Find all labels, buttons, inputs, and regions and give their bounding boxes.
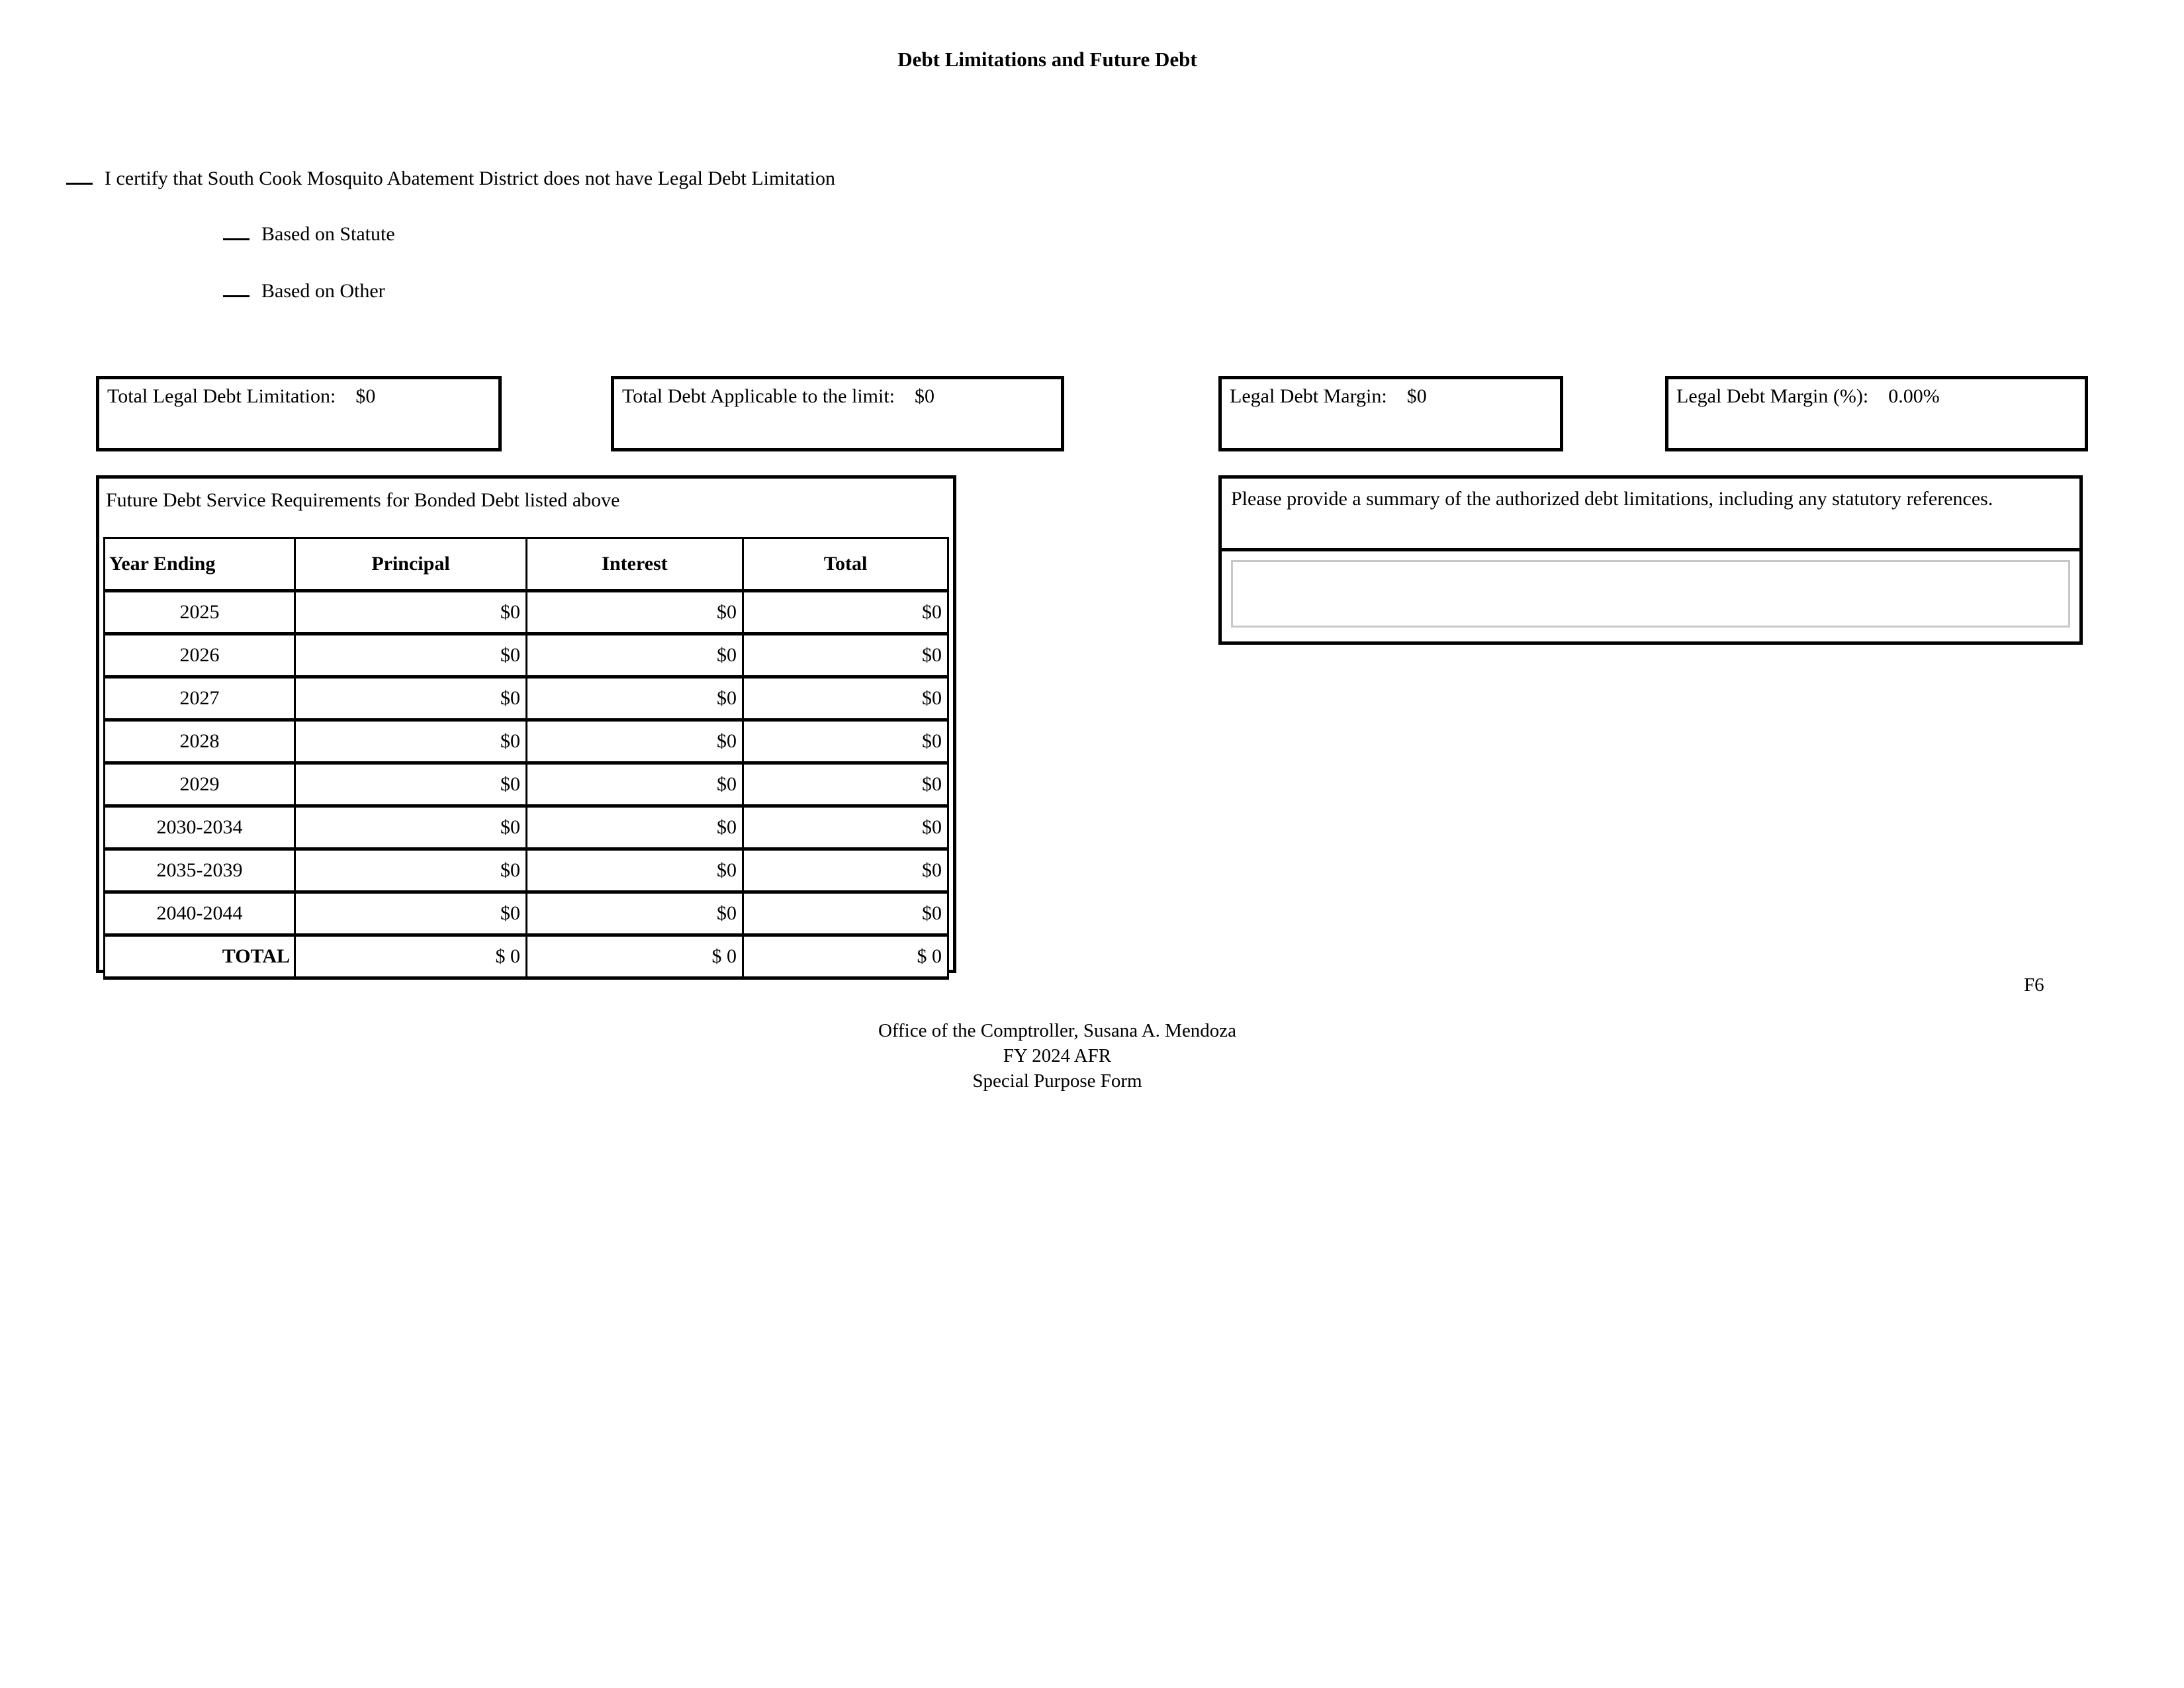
year-cell: 2030-2034 xyxy=(105,806,295,849)
total-cell: $0 xyxy=(743,677,948,720)
year-cell: 2035-2039 xyxy=(105,849,295,892)
interest-cell: $0 xyxy=(527,806,743,849)
legal-debt-margin-value: $0 xyxy=(1406,385,1427,407)
table-header-row xyxy=(105,538,948,591)
legal-debt-margin-pct-value: 0.00% xyxy=(1888,385,1940,407)
page-title: Debt Limitations and Future Debt xyxy=(897,48,1197,71)
other-checkbox-blank[interactable] xyxy=(223,275,250,297)
principal-cell: $0 xyxy=(295,763,527,806)
year-cell: 2040-2044 xyxy=(105,892,295,935)
principal-cell: $0 xyxy=(295,849,527,892)
footer-office-line: Office of the Comptroller, Susana A. Mendoza xyxy=(878,1020,1237,1041)
legal-debt-margin-pct-label: Legal Debt Margin (%): xyxy=(1676,385,1869,407)
footer-fy-line: FY 2024 AFR xyxy=(1003,1045,1112,1066)
principal-cell: $0 xyxy=(295,806,527,849)
certify-statement-row xyxy=(66,163,835,190)
principal-header: Principal xyxy=(295,538,527,591)
total-total-cell: $ 0 xyxy=(743,935,948,978)
interest-header: Interest xyxy=(527,538,743,591)
total-cell: $0 xyxy=(743,892,948,935)
total-row-label: TOTAL xyxy=(105,935,295,978)
debt-summary-textarea[interactable] xyxy=(1231,560,2070,628)
based-on-statute-row xyxy=(223,218,395,246)
total-legal-debt-limitation-value: $0 xyxy=(355,385,376,407)
interest-cell: $0 xyxy=(527,763,743,806)
total-interest-cell: $ 0 xyxy=(527,935,743,978)
total-debt-applicable-label: Total Debt Applicable to the limit: xyxy=(622,385,895,407)
certify-checkbox-blank[interactable] xyxy=(66,163,93,185)
interest-cell: $0 xyxy=(527,849,743,892)
total-cell: $0 xyxy=(743,720,948,763)
interest-cell: $0 xyxy=(527,720,743,763)
total-principal-cell: $ 0 xyxy=(295,935,527,978)
certify-statement-text: I certify that South Cook Mosquito Abatement District does not have Legal Debt Limitation xyxy=(105,167,835,189)
table-row xyxy=(105,849,948,892)
total-cell: $0 xyxy=(743,591,948,634)
year-cell: 2025 xyxy=(105,591,295,634)
total-cell: $0 xyxy=(743,849,948,892)
table-row xyxy=(105,720,948,763)
principal-cell: $0 xyxy=(295,591,527,634)
total-legal-debt-limitation-label: Total Legal Debt Limitation: xyxy=(107,385,336,407)
year-cell: 2028 xyxy=(105,720,295,763)
table-row xyxy=(105,591,948,634)
page-number: F6 xyxy=(2024,974,2044,996)
principal-cell: $0 xyxy=(295,634,527,677)
footer xyxy=(0,1018,2115,1094)
statute-checkbox-blank[interactable] xyxy=(223,218,250,240)
year-cell: 2026 xyxy=(105,634,295,677)
total-cell: $0 xyxy=(743,806,948,849)
principal-cell: $0 xyxy=(295,677,527,720)
table-row xyxy=(105,677,948,720)
total-legal-debt-limitation-box xyxy=(96,376,502,451)
table-row xyxy=(105,634,948,677)
table-row xyxy=(105,892,948,935)
year-cell: 2027 xyxy=(105,677,295,720)
legal-debt-margin-box xyxy=(1218,376,1563,451)
future-debt-service-title: Future Debt Service Requirements for Bonded Debt listed above xyxy=(106,489,620,511)
legal-debt-margin-pct-box xyxy=(1665,376,2088,451)
based-on-other-row xyxy=(223,275,385,303)
interest-cell: $0 xyxy=(527,892,743,935)
interest-cell: $0 xyxy=(527,591,743,634)
table-row xyxy=(105,763,948,806)
total-debt-applicable-value: $0 xyxy=(915,385,934,407)
table-row xyxy=(105,806,948,849)
footer-form-line: Special Purpose Form xyxy=(972,1070,1142,1092)
year-cell: 2029 xyxy=(105,763,295,806)
principal-cell: $0 xyxy=(295,720,527,763)
total-cell: $0 xyxy=(743,763,948,806)
interest-cell: $0 xyxy=(527,634,743,677)
legal-debt-margin-label: Legal Debt Margin: xyxy=(1230,385,1387,407)
statute-label: Based on Statute xyxy=(261,223,395,245)
principal-cell: $0 xyxy=(295,892,527,935)
future-debt-service-section xyxy=(96,475,956,973)
year-ending-header: Year Ending xyxy=(105,538,295,591)
debt-summary-prompt: Please provide a summary of the authorized debt limitations, including any statutory references. xyxy=(1222,479,2079,551)
total-header: Total xyxy=(743,538,948,591)
future-debt-service-table xyxy=(103,537,949,980)
interest-cell: $0 xyxy=(527,677,743,720)
table-total-row xyxy=(105,935,948,978)
debt-summary-section xyxy=(1218,475,2083,645)
total-cell: $0 xyxy=(743,634,948,677)
total-debt-applicable-box xyxy=(611,376,1064,451)
other-label: Based on Other xyxy=(261,280,385,302)
